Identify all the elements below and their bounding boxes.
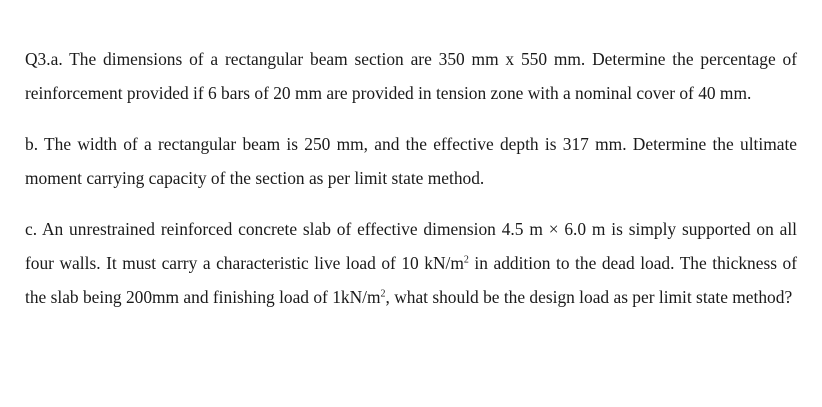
question-3c-text-part1: c. An unrestrained reinforced concrete slab of effective dimension 4.5 m × 6.0 m is simply supported on all four walls. It must carry a characteristic live load of 10 kN/m	[25, 219, 797, 273]
question-3c-text-part3: , what should be the design load as per limit state method?	[385, 287, 793, 307]
question-3c	[25, 212, 797, 314]
superscript-squared: 2	[463, 254, 469, 266]
superscript-squared: 2	[380, 288, 386, 300]
question-3a-text: Q3.a. The dimensions of a rectangular beam section are 350 mm x 550 mm. Determine the percentage of reinforcement provided if 6 bars of 20 mm are provided in tension zone with a nominal cover of 40 mm.	[25, 49, 797, 103]
question-3a	[25, 42, 797, 110]
question-3b	[25, 127, 797, 195]
question-3c-text-part2: in addition to the dead load. The thickness of the slab being 200mm and finishing load of 1kN/m	[25, 253, 797, 307]
question-3b-text: b. The width of a rectangular beam is 250 mm, and the effective depth is 317 mm. Determine the ultimate moment carrying capacity of the section as per limit state method.	[25, 134, 797, 188]
question-document	[25, 42, 797, 314]
